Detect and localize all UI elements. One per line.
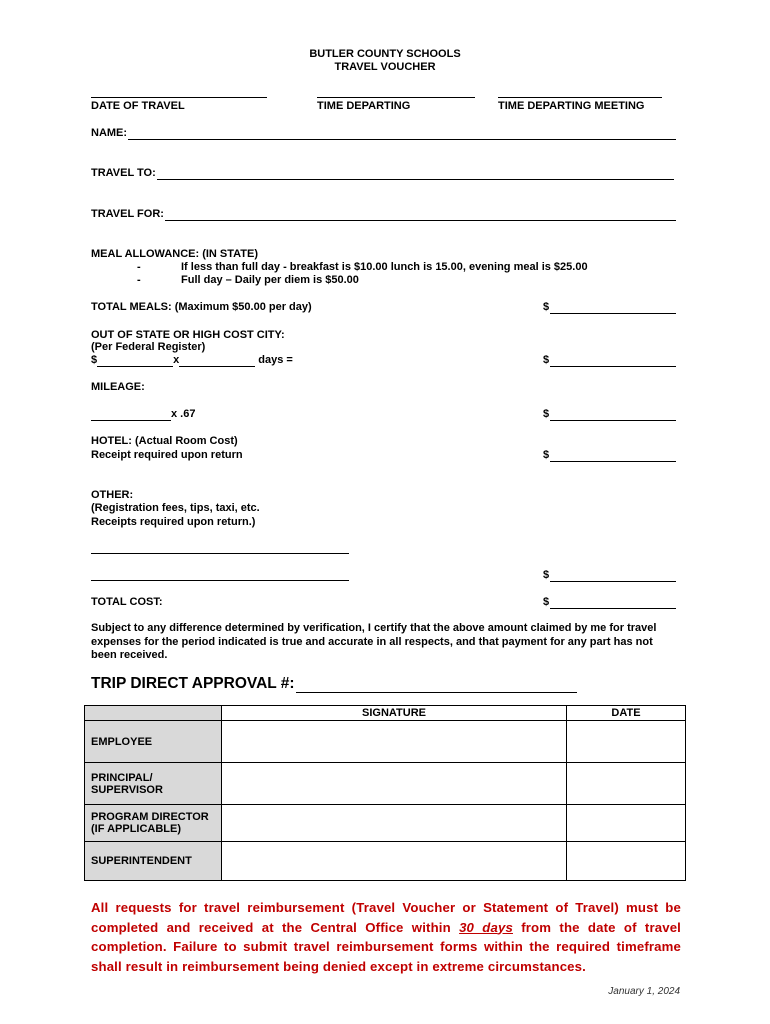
date-header: DATE: [567, 706, 686, 721]
bullet-dash: -: [137, 261, 141, 273]
other-amount[interactable]: [543, 569, 676, 582]
trip-approval-field[interactable]: [91, 675, 577, 693]
miles-blank[interactable]: [91, 409, 171, 421]
hotel-heading: HOTEL: (Actual Room Cost): [91, 435, 238, 447]
dollar-sign: $: [91, 354, 98, 366]
total-meals-amount[interactable]: [543, 301, 676, 314]
signature-header: SIGNATURE: [222, 706, 567, 721]
days-blank[interactable]: [179, 355, 255, 367]
program-director-signature-cell[interactable]: [222, 805, 567, 842]
certification-text: Subject to any difference determined by verification, I certify that the above amount claimed by me for travel expenses for the period indicated is true and accurate in all respects, and that payment for any part has not been received.: [91, 622, 657, 661]
date-of-travel-line[interactable]: [91, 97, 267, 98]
mileage-formula[interactable]: [91, 408, 195, 421]
dollar-sign: $: [543, 449, 550, 461]
other-line-2[interactable]: [91, 580, 349, 581]
program-director-line2: (IF APPLICABLE): [91, 823, 182, 835]
per-diem-formula[interactable]: [91, 354, 293, 367]
superintendent-label: SUPERINTENDENT: [85, 842, 222, 881]
principal-label: [85, 763, 222, 805]
other-line-1[interactable]: [91, 553, 349, 554]
table-row: [85, 805, 686, 842]
dollar-sign: $: [543, 569, 550, 581]
name-field[interactable]: [91, 127, 676, 140]
employee-date-cell[interactable]: [567, 721, 686, 763]
out-of-state-amount[interactable]: [543, 354, 676, 367]
employee-label: EMPLOYEE: [85, 721, 222, 763]
meal-allowance-heading: MEAL ALLOWANCE: (IN STATE): [91, 248, 259, 260]
travel-to-label: TRAVEL TO:: [91, 167, 156, 179]
principal-signature-cell[interactable]: [222, 763, 567, 805]
meal-full-day: Full day – Daily per diem is $50.00: [181, 274, 359, 286]
travel-for-field[interactable]: [91, 208, 676, 221]
time-departing-label: TIME DEPARTING: [317, 100, 411, 112]
name-label: NAME:: [91, 127, 128, 139]
hotel-receipt-note: Receipt required upon return: [91, 449, 243, 461]
date-of-travel-label: DATE OF TRAVEL: [91, 100, 185, 112]
mileage-rate: x .67: [171, 408, 196, 420]
notice-text-1: All requests for travel reimbursement (Travel Voucher or Statement of Travel) must be completed and received at the Central Office within: [91, 900, 681, 935]
other-heading: OTHER:: [91, 489, 134, 501]
trip-approval-label: TRIP DIRECT APPROVAL #:: [91, 675, 295, 692]
total-cost-label: TOTAL COST:: [91, 596, 163, 608]
superintendent-signature-cell[interactable]: [222, 842, 567, 881]
superintendent-date-cell[interactable]: [567, 842, 686, 881]
dollar-sign: $: [543, 301, 550, 313]
table-row: [85, 763, 686, 805]
time-departing-line[interactable]: [317, 97, 475, 98]
days-label: days =: [255, 354, 293, 366]
form-title: TRAVEL VOUCHER: [334, 61, 436, 73]
program-director-date-cell[interactable]: [567, 805, 686, 842]
time-departing-meeting-label: TIME DEPARTING MEETING: [498, 100, 645, 112]
org-name: BUTLER COUNTY SCHOOLS: [309, 48, 461, 60]
federal-register-note: (Per Federal Register): [91, 341, 206, 353]
principal-date-cell[interactable]: [567, 763, 686, 805]
dollar-sign: $: [543, 596, 550, 608]
program-director-label: [85, 805, 222, 842]
employee-signature-cell[interactable]: [222, 721, 567, 763]
mileage-amount[interactable]: [543, 408, 676, 421]
notice-text-2: from the date of travel completion. Failure to submit travel reimbursement forms within the required timeframe shall result in reimbursement being denied except in extreme circumstances.: [91, 919, 681, 974]
table-row: [85, 842, 686, 881]
revision-date: January 1, 2024: [608, 986, 680, 997]
dollar-sign: $: [543, 408, 550, 420]
signature-table: [84, 705, 686, 881]
time-departing-meeting-line[interactable]: [498, 97, 662, 98]
table-corner: [85, 706, 222, 721]
meal-less-than-full-day: If less than full day - breakfast is $10.00 lunch is 15.00, evening meal is $25.00: [181, 261, 588, 273]
other-receipts-note: Receipts required upon return.): [91, 516, 256, 528]
travel-for-label: TRAVEL FOR:: [91, 208, 164, 220]
total-meals-label: TOTAL MEALS: (Maximum $50.00 per day): [91, 301, 312, 313]
out-of-state-heading: OUT OF STATE OR HIGH COST CITY:: [91, 329, 285, 341]
total-cost-amount[interactable]: [543, 596, 676, 609]
other-examples: (Registration fees, tips, taxi, etc.: [91, 502, 260, 514]
hotel-amount[interactable]: [543, 449, 676, 462]
rate-blank[interactable]: [97, 355, 173, 367]
dollar-sign: $: [543, 354, 550, 366]
program-director-line1: PROGRAM DIRECTOR: [91, 811, 209, 823]
reimbursement-notice: [91, 898, 681, 976]
table-row: [85, 721, 686, 763]
notice-deadline: 30 days: [459, 919, 513, 935]
principal-label-line2: SUPERVISOR: [91, 783, 163, 796]
bullet-dash: -: [137, 274, 141, 286]
travel-to-field[interactable]: [91, 167, 674, 180]
mileage-heading: MILEAGE:: [91, 381, 145, 393]
principal-label-line1: PRINCIPAL/: [91, 771, 153, 784]
times-sign: x: [173, 354, 180, 366]
